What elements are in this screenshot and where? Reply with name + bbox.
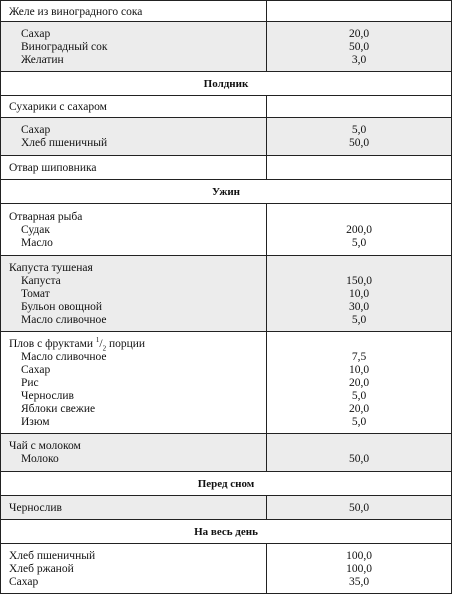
ingredient-text: Отвар шиповника — [9, 161, 97, 174]
ingredient-label — [1, 124, 266, 137]
ingredient-label — [1, 28, 266, 41]
ingredient-text: Чай с молоком — [9, 440, 81, 452]
amount-value: 20,0 — [348, 27, 370, 40]
section-header: Ужин — [0, 180, 452, 204]
amount-cell — [267, 118, 451, 155]
amount-value: 20,0 — [348, 376, 370, 389]
ingredient-label — [1, 6, 266, 19]
ingredient-label — [1, 54, 266, 67]
ingredient-cell — [1, 496, 267, 519]
table-row — [0, 256, 452, 332]
amount-value: 50,0 — [348, 453, 370, 465]
ingredient-text: Масло — [21, 236, 53, 249]
amount-value: 200,0 — [346, 223, 372, 236]
ingredient-text: Изюм — [21, 415, 50, 428]
ingredient-text: Плов с фруктами — [9, 337, 94, 350]
ingredient-label — [1, 335, 266, 352]
fraction-numerator: 1 — [95, 335, 100, 344]
ingredient-text: Хлеб пшеничный — [21, 137, 108, 149]
ingredient-text: Бульон овощной — [21, 300, 103, 313]
fraction-slash: / — [99, 337, 103, 350]
amount-cell — [267, 332, 451, 433]
ingredient-label — [1, 576, 266, 589]
table-row — [0, 22, 452, 72]
ingredient-text: Сахар — [21, 27, 51, 40]
ingredient-text: Яблоки свежие — [21, 402, 96, 415]
amount-value: 20,0 — [348, 402, 370, 415]
ingredient-label — [1, 364, 266, 377]
ingredient-text: Рис — [21, 376, 39, 389]
ingredient-label — [1, 275, 266, 288]
section-header: Перед сном — [0, 472, 452, 496]
table-row — [0, 434, 452, 472]
amount-value: 50,0 — [348, 501, 370, 514]
ingredient-text: Масло сливочное — [21, 313, 107, 326]
amount-value: 30,0 — [348, 300, 370, 313]
ingredient-text: Томат — [21, 287, 50, 300]
amount-value: 100,0 — [346, 562, 372, 575]
table-row — [0, 156, 452, 180]
ingredient-label — [1, 288, 266, 301]
ingredient-label — [1, 162, 266, 175]
ingredient-text: Сахар — [9, 575, 39, 588]
amount-cell — [267, 496, 451, 519]
amount-cell — [267, 1, 451, 21]
ingredient-label — [1, 211, 266, 224]
ingredient-cell — [1, 118, 267, 155]
ingredient-text: Капуста — [21, 274, 61, 287]
ingredient-text: Отварная рыба — [9, 210, 83, 223]
table-row — [0, 96, 452, 118]
ingredient-text: Сахар — [21, 363, 51, 376]
ingredient-text: Хлеб ржаной — [9, 562, 74, 575]
ingredient-label — [1, 390, 266, 403]
amount-value: 50,0 — [348, 40, 370, 53]
ingredient-cell — [1, 156, 267, 179]
amount-value: 150,0 — [346, 274, 372, 287]
ingredient-label — [1, 262, 266, 275]
amount-value: 5,0 — [351, 313, 367, 326]
amount-cell — [267, 156, 451, 179]
ingredient-text: Хлеб пшеничный — [9, 549, 96, 562]
ingredient-cell — [1, 1, 267, 21]
table-row — [0, 0, 452, 22]
amount-value: 7,5 — [351, 350, 367, 363]
amount-cell — [267, 256, 451, 331]
ingredient-label — [1, 416, 266, 429]
ingredient-label — [1, 563, 266, 576]
ingredient-text: Судак — [21, 223, 50, 236]
ingredient-cell — [1, 256, 267, 331]
table-row — [0, 332, 452, 434]
ingredient-text: Желатин — [21, 53, 64, 66]
ingredient-label — [1, 453, 266, 466]
amount-value: 50,0 — [348, 137, 370, 149]
ingredient-cell — [1, 204, 267, 255]
ingredient-label — [1, 314, 266, 327]
amount-value: 100,0 — [346, 549, 372, 562]
amount-value: 5,0 — [351, 124, 367, 136]
amount-value: 5,0 — [351, 389, 367, 402]
amount-cell — [267, 22, 451, 71]
ingredient-text: Желе из виноградного сока — [9, 5, 143, 18]
ingredient-text: Чернослив — [9, 501, 62, 514]
ingredient-label — [1, 403, 266, 416]
ingredient-label — [1, 351, 266, 364]
ingredient-cell — [1, 332, 267, 433]
ingredient-cell — [1, 544, 267, 593]
ingredient-text: Виноградный сок — [21, 40, 108, 53]
ingredient-label — [1, 41, 266, 54]
ingredient-label — [1, 301, 266, 314]
amount-cell — [267, 96, 451, 117]
table-row — [0, 544, 452, 594]
fraction-denominator: 2 — [102, 343, 107, 352]
ingredient-label — [1, 502, 266, 515]
amount-value: 35,0 — [348, 575, 370, 588]
ingredient-text: Масло сливочное — [21, 350, 107, 363]
amount-value: 3,0 — [351, 53, 367, 66]
ingredient-text: Чернослив — [21, 389, 74, 402]
amount-cell — [267, 434, 451, 471]
amount-value: 10,0 — [348, 287, 370, 300]
amount-value: 5,0 — [351, 415, 367, 428]
amount-cell — [267, 544, 451, 593]
ingredient-cell — [1, 96, 267, 117]
ingredient-label — [1, 137, 266, 150]
section-header: Полдник — [0, 72, 452, 96]
ingredient-label — [1, 377, 266, 390]
table-row — [0, 496, 452, 520]
ingredient-cell — [1, 22, 267, 71]
ingredient-label — [1, 550, 266, 563]
table-row — [0, 204, 452, 256]
ingredient-text: Сухарики с сахаром — [9, 100, 107, 113]
ingredient-label — [1, 224, 266, 237]
ingredient-label — [1, 440, 266, 453]
amount-value: 5,0 — [351, 236, 367, 249]
ingredient-text: Молоко — [21, 453, 59, 465]
ingredient-label — [1, 101, 266, 114]
ingredient-text: Капуста тушеная — [9, 261, 93, 274]
ingredient-label — [1, 237, 266, 250]
amount-value: 10,0 — [348, 363, 370, 376]
amount-cell — [267, 204, 451, 255]
ingredient-cell — [1, 434, 267, 471]
ingredient-text: Сахар — [21, 124, 51, 136]
table-row — [0, 118, 452, 156]
section-header: На весь день — [0, 520, 452, 544]
portion-text: порции — [106, 337, 146, 350]
